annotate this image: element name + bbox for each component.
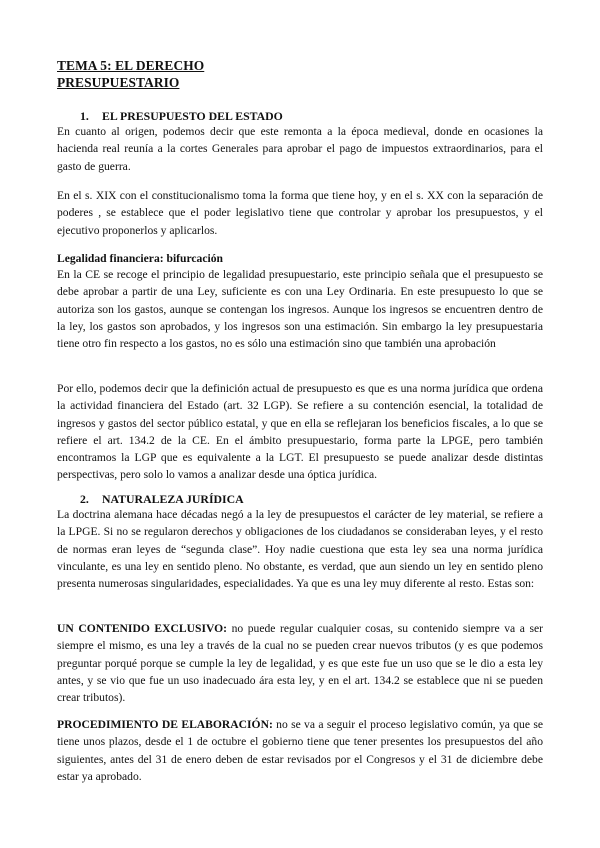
paragraph-origin: En cuanto al origen, podemos decir que este remonta a la época medieval, donde en ocasiones la hacienda real reunía a la cortes Generales para aprobar el pago de impuestos extraordinarios, para el gasto de guerra.	[57, 125, 543, 173]
section-1-number: 1.	[80, 109, 89, 123]
title-line-1: TEMA 5: EL DERECHO	[57, 58, 205, 73]
section-2-number: 2.	[80, 492, 89, 506]
section-2-title: NATURALEZA JURÍDICA	[102, 492, 244, 506]
contenido-exclusivo-text: no puede regular cualquier cosas, su contenido siempre va a ser siempre el mismo, es una ley a través de la cual no se pueden crear nuevos tributos (y es que podemos preguntar porqué porque se cumple la ley de legalidad, y es que este fue un uso que se le dio a esta ley antes, y se vio que fue un uso inadecuado ára esta ley, y en el art. 134.2 se establece que ni se pueden crear tributos).	[57, 622, 543, 705]
procedimiento-text: no se va a seguir el proceso legislativo común, ya que se tiene unos plazos, desde el 1 de octubre el gobierno tiene que tener presentes los presupuestos del año siguientes, antes del 31 de enero deben de estar revisados por el Congresos y el 31 de diciembre debe estar ya aprobado.	[57, 718, 543, 783]
paragraph-definicion: Por ello, podemos decir que la definición actual de presupuesto es que es una norma jurídica que ordena la actividad financiera del Estado (art. 32 LGP). Se refiere a su contención esencial, la totalidad de ingresos y gastos del sector público estatal, y que en ella se reflejaran los beneficios fiscales, a lo que se refiere el art. 134.2 de la CE. En el ámbito presupuestario, forma parte la LPGE, pero también encontramos la LGP que es equivalente a la LGT. El presupuesto se puede analizar desde distintas perspectivas, pero solo lo vamos a analizar desde una óptica jurídica.	[57, 382, 543, 482]
procedimiento-label: PROCEDIMIENTO DE ELABORACIÓN:	[57, 718, 273, 731]
paragraph-legalidad: En la CE se recoge el principio de legalidad presupuestario, este principio señala que el presupuesto se debe aprobar a partir de una Ley, suficiente es con una Ley Ordinaria. En este presupuesto lo que se autoriza son los gastos, aunque se contengan los ingresos. Aunque los ingresos se encuentren dentro de la ley, los gastos son aprobados, y los ingresos son una estimación. Sin embargo la ley presupuestaria tiene otro fin respecto a los gastos, no es sólo una estimación sino que también una aprobación	[57, 268, 543, 351]
section-1-heading	[80, 108, 283, 124]
section-1-title: EL PRESUPUESTO DEL ESTADO	[102, 109, 283, 123]
document-title	[57, 57, 204, 91]
contenido-exclusivo-label: UN CONTENIDO EXCLUSIVO:	[57, 622, 227, 635]
paragraph-contenido-exclusivo	[57, 620, 543, 706]
paragraph-naturaleza: La doctrina alemana hace décadas negó a la ley de presupuestos el carácter de ley material, se refiere a la LPGE. Si no se regularon derechos y obligaciones de los ciudadanos se consideraban leyes, y el resto de normas eran leyes de “segunda clase”. Hoy nadie cuestiona que esta ley sea una norma jurídica vinculante, es una ley en sentido pleno. No obstante, es verdad, que aun siendo un ley en sentido pleno presenta numerosas singularidades, especialidades. Ya que es una ley muy diferente al resto. Estas son:	[57, 508, 543, 591]
paragraph-constitutionalism: En el s. XIX con el constitucionalismo toma la forma que tiene hoy, y en el s. XX con la separación de poderes , se establece que el poder legislativo tiene que controlar y aprobar los presupuestos, y el ejecutivo proponerlos y aplicarlos.	[57, 189, 543, 237]
paragraph-procedimiento	[57, 716, 543, 785]
title-line-2: PRESUPUESTARIO	[57, 75, 180, 90]
section-2-heading	[80, 491, 244, 507]
subheading-legalidad: Legalidad financiera: bifurcación	[57, 252, 223, 265]
